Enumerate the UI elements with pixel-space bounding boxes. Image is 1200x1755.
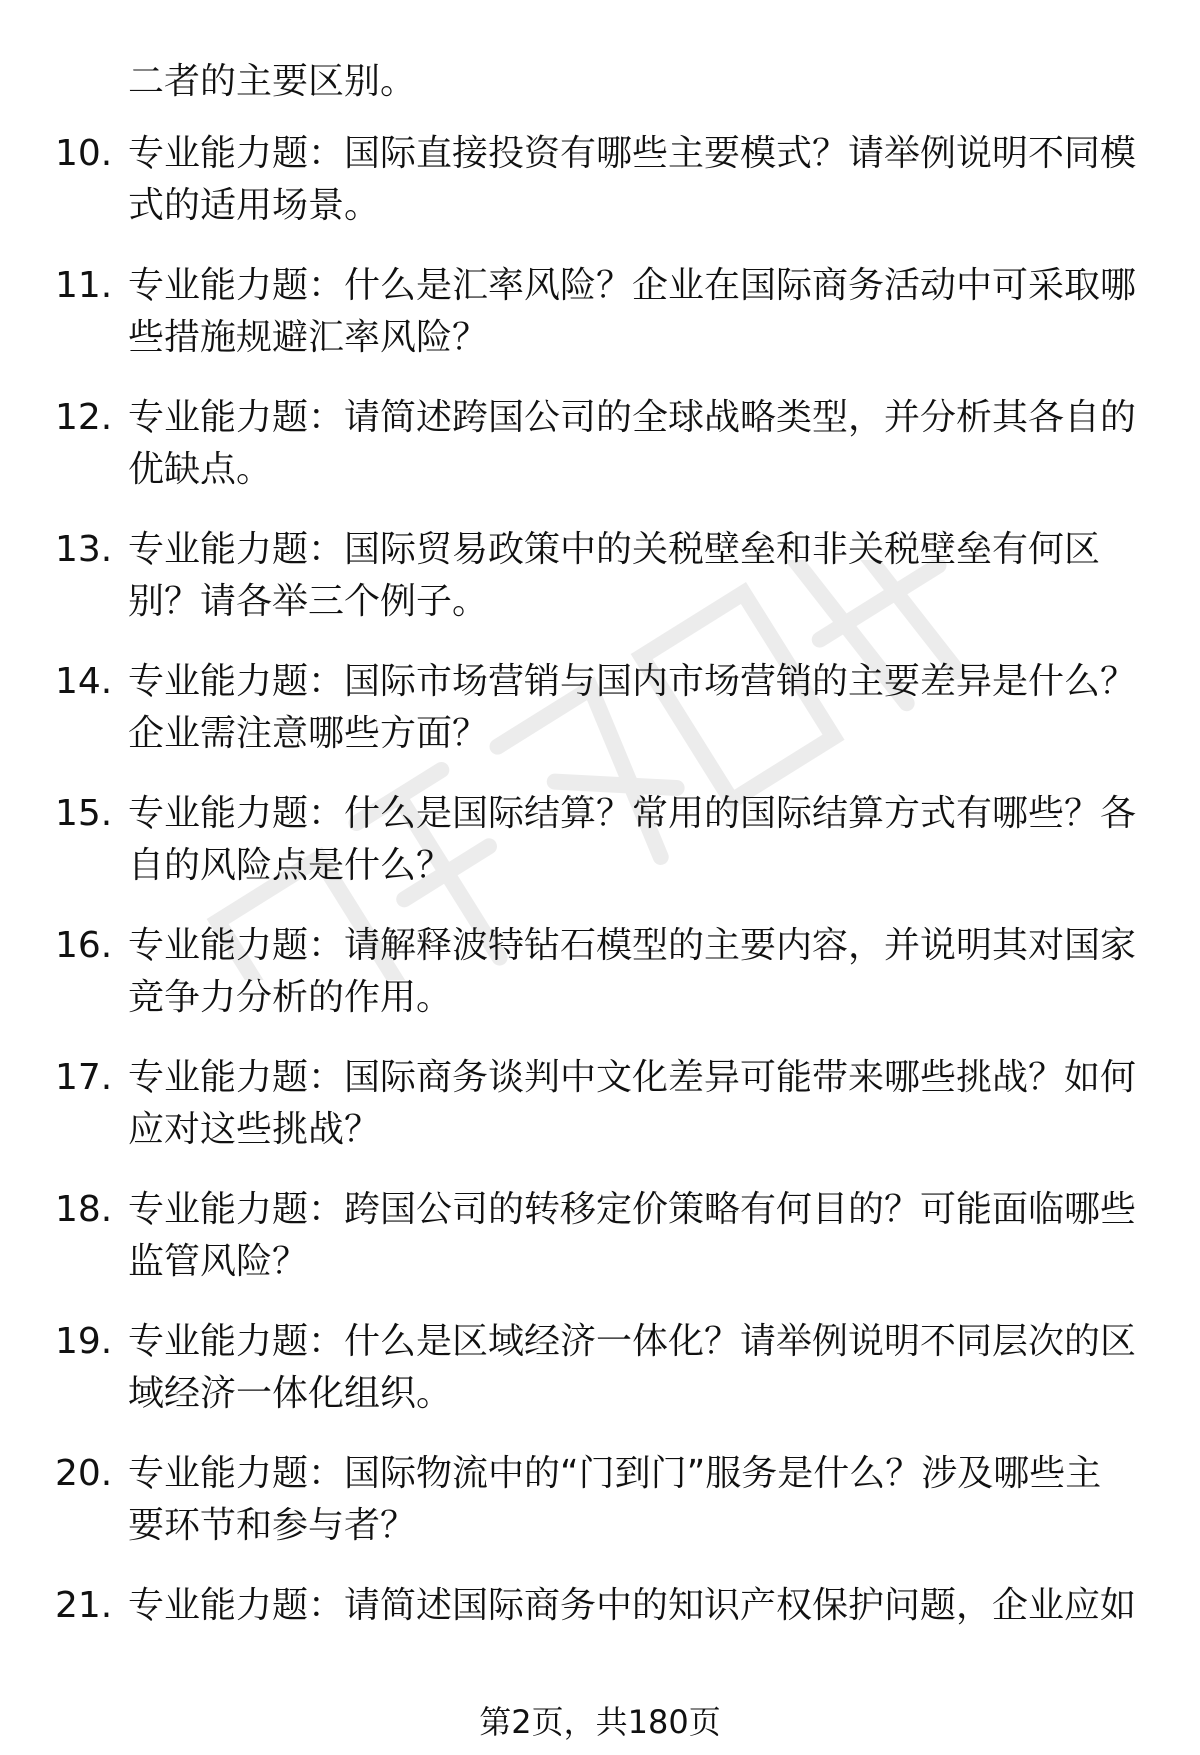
question-line: 监管风险？ — [128, 1241, 309, 1282]
question-line: 专业能力题：请简述跨国公司的全球战略类型，并分析其各自的 — [128, 397, 1137, 438]
question-number: 14. — [55, 661, 113, 702]
question-number: 16. — [55, 925, 113, 966]
question-line: 专业能力题：国际贸易政策中的关税壁垒和非关税壁垒有何区 — [128, 529, 1101, 570]
page-footer: 第2页，共180页 — [479, 1703, 721, 1741]
question-line: 专业能力题：请简述国际商务中的知识产权保护问题，企业应如 — [128, 1585, 1137, 1626]
question-text — [128, 260, 1138, 364]
list-item — [0, 128, 1200, 260]
list-item — [0, 392, 1200, 524]
question-text — [128, 1184, 1138, 1288]
question-line: 专业能力题：国际市场营销与国内市场营销的主要差异是什么？ — [128, 661, 1137, 702]
question-text — [128, 788, 1138, 892]
question-line: 别？请各举三个例子。 — [128, 581, 489, 622]
question-line: 域经济一体化组织。 — [128, 1373, 453, 1414]
list-item — [0, 1052, 1200, 1184]
question-number: 15. — [55, 793, 113, 834]
question-line: 企业需注意哪些方面？ — [128, 713, 489, 754]
list-item — [0, 1316, 1200, 1448]
list-item — [0, 524, 1200, 656]
question-text — [128, 128, 1138, 232]
question-number: 17. — [55, 1057, 113, 1098]
question-line: 专业能力题：什么是汇率风险？企业在国际商务活动中可采取哪 — [128, 265, 1137, 306]
question-text — [128, 1580, 1138, 1632]
continuation-text: 二者的主要区别。 — [128, 61, 417, 102]
question-text — [128, 656, 1138, 760]
question-text — [128, 1052, 1138, 1156]
question-line: 专业能力题：什么是区域经济一体化？请举例说明不同层次的区 — [128, 1321, 1137, 1362]
list-item — [0, 788, 1200, 920]
question-number: 19. — [55, 1321, 113, 1362]
question-line: 专业能力题：请解释波特钻石模型的主要内容，并说明其对国家 — [128, 925, 1137, 966]
question-text — [128, 1448, 1138, 1552]
question-line: 专业能力题：国际物流中的“门到门”服务是什么？涉及哪些主 — [128, 1453, 1102, 1494]
list-item — [0, 1580, 1200, 1712]
question-line: 自的风险点是什么？ — [128, 845, 453, 886]
question-number: 11. — [55, 265, 113, 306]
question-number: 13. — [55, 529, 113, 570]
list-item — [0, 260, 1200, 392]
question-number: 10. — [55, 133, 113, 174]
question-line: 专业能力题：国际商务谈判中文化差异可能带来哪些挑战？如何 — [128, 1057, 1137, 1098]
question-line: 专业能力题：国际直接投资有哪些主要模式？请举例说明不同模 — [128, 133, 1137, 174]
question-number: 18. — [55, 1189, 113, 1230]
question-line: 竞争力分析的作用。 — [128, 977, 453, 1018]
question-text — [128, 1316, 1138, 1420]
question-text — [128, 392, 1138, 496]
question-number: 20. — [55, 1453, 113, 1494]
question-list — [0, 128, 1200, 1712]
question-line: 应对这些挑战？ — [128, 1109, 381, 1150]
question-number: 21. — [55, 1585, 113, 1626]
question-line: 些措施规避汇率风险？ — [128, 317, 489, 358]
question-number: 12. — [55, 397, 113, 438]
question-line: 专业能力题：跨国公司的转移定价策略有何目的？可能面临哪些 — [128, 1189, 1137, 1230]
question-line: 优缺点。 — [128, 449, 273, 490]
list-item — [0, 1184, 1200, 1316]
question-text — [128, 920, 1138, 1024]
list-item — [0, 920, 1200, 1052]
list-item — [0, 656, 1200, 788]
list-item — [0, 1448, 1200, 1580]
question-line: 要环节和参与者？ — [128, 1505, 417, 1546]
question-text — [128, 524, 1138, 628]
question-line: 专业能力题：什么是国际结算？常用的国际结算方式有哪些？各 — [128, 793, 1137, 834]
question-line: 式的适用场景。 — [128, 185, 381, 226]
